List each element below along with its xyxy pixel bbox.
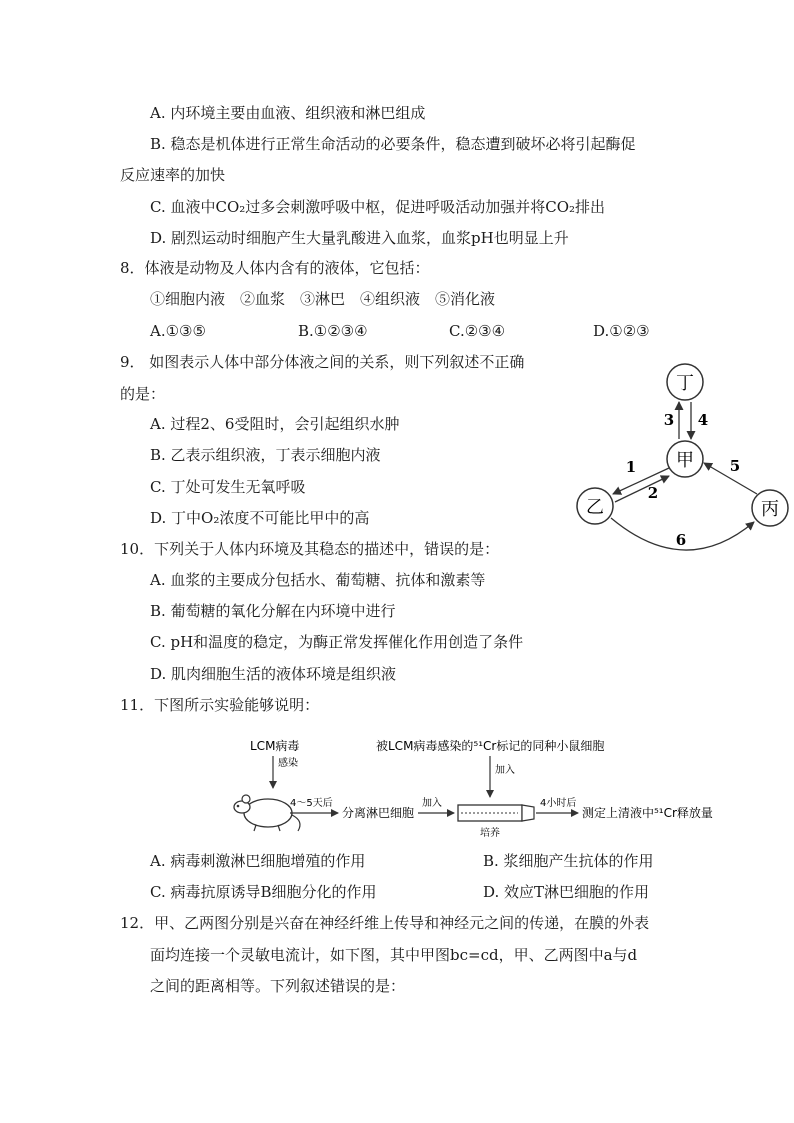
- measure-label: 测定上清液中⁵¹Cr释放量: [582, 806, 713, 820]
- culture-label: 培养: [480, 828, 500, 838]
- edge-label-3: 3: [663, 411, 675, 429]
- node-bing: [752, 490, 788, 526]
- q10-option-a: A. 血浆的主要成分包括水、葡萄糖、抗体和激素等: [150, 571, 486, 589]
- infect-label: 感染: [278, 758, 298, 769]
- node-yi: [577, 488, 613, 524]
- svg-text:丙: 丙: [761, 499, 779, 520]
- svg-text:甲: 甲: [676, 450, 694, 471]
- q11-option-d: D. 效应T淋巴细胞的作用: [483, 883, 650, 901]
- separate-label: 分离淋巴细胞: [342, 806, 415, 820]
- q11-stem: 11．下图所示实验能够说明：: [120, 696, 320, 714]
- edge-label-1: 1: [625, 458, 637, 476]
- q11-option-a: A. 病毒刺激淋巴细胞增殖的作用: [150, 852, 366, 870]
- days-label: 4～5天后: [290, 798, 333, 809]
- q8-stem: 8．体液是动物及人体内含有的液体，它包括：: [120, 259, 430, 277]
- q10-option-c: C. pH和温度的稳定，为酶正常发挥催化作用创造了条件: [150, 633, 524, 651]
- node-jia: [667, 441, 703, 477]
- svg-text:丁: 丁: [676, 373, 694, 394]
- edge-label-5: 5: [729, 457, 741, 475]
- q10-stem: 10．下列关于人体内环境及其稳态的描述中，错误的是：: [120, 540, 500, 558]
- q12-stem-line2: 面均连接一个灵敏电流计，如下图，其中甲图bc=cd，甲、乙两图中a与d: [150, 946, 638, 964]
- q7-option-b-line1: B. 稳态是机体进行正常生命活动的必要条件，稳态遭到破坏必将引起酶促: [150, 135, 636, 153]
- q12-stem-line1: 12．甲、乙两图分别是兴奋在神经纤维上传导和神经元之间的传递，在膜的外表: [120, 914, 650, 932]
- q7-option-b-line2: 反应速率的加快: [120, 166, 226, 184]
- q12-stem-line3: 之间的距离相等。下列叙述错误的是：: [150, 977, 406, 995]
- virus-label: LCM病毒: [250, 739, 300, 753]
- add-label: 加入: [422, 798, 442, 809]
- q9-option-b: B. 乙表示组织液，丁表示细胞内液: [150, 446, 381, 464]
- q10-option-b: B. 葡萄糖的氧化分解在内环境中进行: [150, 602, 396, 620]
- q7-option-d: D. 剧烈运动时细胞产生大量乳酸进入血浆，血浆pH也明显上升: [150, 229, 569, 247]
- cells-label: 被LCM病毒感染的⁵¹Cr标记的同种小鼠细胞: [376, 739, 605, 753]
- body-fluid-diagram: [565, 355, 790, 560]
- add-down-label: 加入: [495, 765, 515, 776]
- edge-label-2: 2: [647, 484, 659, 502]
- q9-option-c: C. 丁处可发生无氧呼吸: [150, 478, 306, 496]
- q10-option-d: D. 肌肉细胞生活的液体环境是组织液: [150, 665, 397, 683]
- q8-option-c: C.②③④: [449, 322, 506, 340]
- q8-items: ①细胞内液 ②血浆 ③淋巴 ④组织液 ⑤消化液: [150, 290, 496, 308]
- edge-label-4: 4: [697, 411, 709, 429]
- hours-label: 4小时后: [540, 798, 577, 809]
- q9-option-d: D. 丁中O₂浓度不可能比甲中的高: [150, 509, 370, 527]
- node-ding: [667, 364, 703, 400]
- svg-text:乙: 乙: [586, 497, 604, 518]
- q9-option-a: A. 过程2、6受阻时，会引起组织水肿: [150, 415, 400, 433]
- q9-stem-line1: 9． 如图表示人体中部分体液之间的关系，则下列叙述不正确: [120, 353, 525, 371]
- lcm-experiment-diagram: [228, 733, 728, 838]
- edge-label-6: 6: [675, 531, 687, 549]
- q11-option-b: B. 浆细胞产生抗体的作用: [483, 852, 654, 870]
- q7-option-a: A. 内环境主要由血液、组织液和淋巴组成: [150, 104, 426, 122]
- q11-option-c: C. 病毒抗原诱导B细胞分化的作用: [150, 883, 377, 901]
- test-tube-icon: [458, 805, 534, 821]
- q8-option-d: D.①②③: [593, 322, 650, 340]
- q8-option-b: B.①②③④: [298, 322, 368, 340]
- q9-stem-line2: 的是：: [120, 385, 166, 403]
- q8-option-a: A.①③⑤: [150, 322, 206, 340]
- q7-option-c: C. 血液中CO₂过多会刺激呼吸中枢，促进呼吸活动加强并将CO₂排出: [150, 198, 606, 216]
